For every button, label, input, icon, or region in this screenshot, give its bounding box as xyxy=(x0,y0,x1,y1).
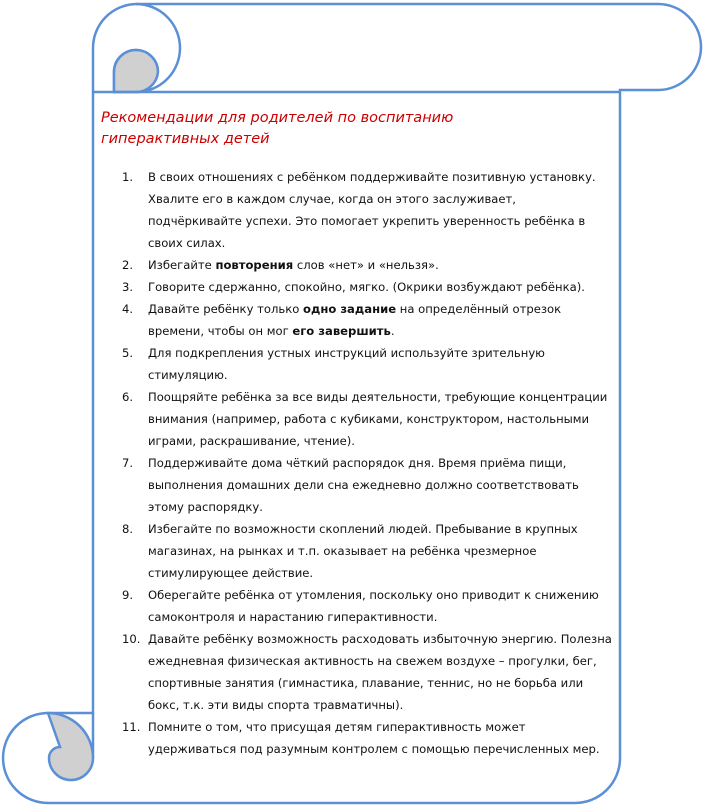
list-item-number: 5. xyxy=(122,346,134,360)
list-item-number: 3. xyxy=(122,280,134,294)
list-item xyxy=(122,716,612,760)
list-item-number: 6. xyxy=(122,390,134,404)
list-item-text: на определённый отрезок времени, чтобы он мог xyxy=(148,302,562,338)
list-item xyxy=(122,342,612,386)
list-item xyxy=(122,518,612,584)
list-item-text: Поощряйте ребёнка за все виды деятельности, требующие концентрации внимания (например, работа с кубиками, конструктором, настольными играми, раскрашивание, чтение). xyxy=(148,390,608,448)
list-item-text: Говорите сдержанно, спокойно, мягко. (Окрики возбуждают ребёнка). xyxy=(148,280,585,294)
list-item-number: 10. xyxy=(122,632,141,646)
list-item-number: 11. xyxy=(122,720,141,734)
list-item-text: слов «нет» и «нельзя». xyxy=(293,258,439,272)
list-item-text: Помните о том, что присущая детям гиперактивность может удерживаться под разумным контролем с помощью перечисленных мер. xyxy=(148,720,600,756)
list-item-text: Оберегайте ребёнка от утомления, поскольку оно приводит к снижению самоконтроля и нарастанию гиперактивности. xyxy=(148,588,599,624)
list-item xyxy=(122,276,612,298)
list-item xyxy=(122,584,612,628)
list-item xyxy=(122,628,612,716)
list-item-number: 2. xyxy=(122,258,134,272)
recommendations-list xyxy=(122,166,612,760)
list-item-number: 1. xyxy=(122,170,134,184)
list-item-number: 8. xyxy=(122,522,134,536)
list-item-text: Давайте ребёнку только xyxy=(148,302,303,316)
list-item-text: Избегайте xyxy=(148,258,216,272)
list-item xyxy=(122,386,612,452)
list-item-text: Для подкрепления устных инструкций используйте зрительную стимуляцию. xyxy=(148,346,545,382)
list-item-number: 4. xyxy=(122,302,134,316)
list-item xyxy=(122,166,612,254)
list-item xyxy=(122,254,612,276)
top-curl xyxy=(114,50,158,92)
emphasis-text: одно задание xyxy=(302,302,397,316)
list-item-text: В своих отношениях с ребёнком поддерживайте позитивную установку. Хвалите его в каждом случае, когда он этого заслуживает, подчёркивайте успехи. Это помогает укрепить уверенность ребёнка в своих силах. xyxy=(148,170,596,250)
list-item-text: Избегайте по возможности скоплений людей. Пребывание в крупных магазинах, на рынках и т.п. оказывает на ребёнка чрезмерное стимулирующее действие. xyxy=(148,522,578,580)
list-item-number: 7. xyxy=(122,456,134,470)
list-item-number: 9. xyxy=(122,588,134,602)
emphasis-text: его завершить xyxy=(292,324,391,338)
page-title: Рекомендации для родителей по воспитанию гиперактивных детей xyxy=(101,110,454,147)
list-item xyxy=(122,298,612,342)
list-item-text: Поддерживайте дома чёткий распорядок дня. Время приёма пищи, выполнения домашних дели сна ежедневно должно соответствовать этому распорядку. xyxy=(148,456,579,514)
list-item xyxy=(122,452,612,518)
list-item-text: Давайте ребёнку возможность расходовать избыточную энергию. Полезна ежедневная физическая активность на свежем воздухе – прогулки, бег, спортивные занятия (гимнастика, плавание, теннис, но не борьба или бокс, т.к. эти виды спорта травматичны). xyxy=(148,632,612,712)
list-item-text: . xyxy=(390,324,395,338)
emphasis-text: повторения xyxy=(215,258,294,272)
